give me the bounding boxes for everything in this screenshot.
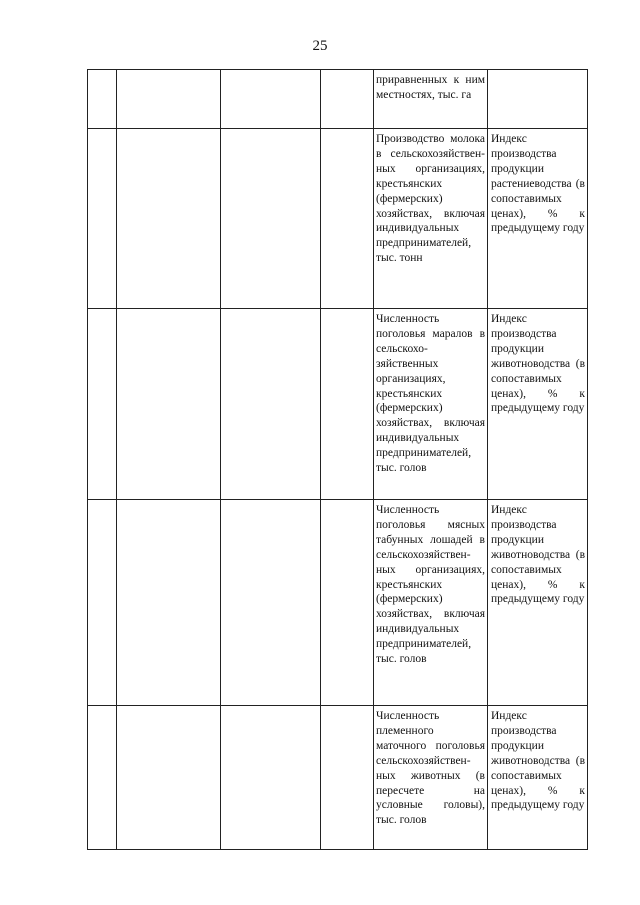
- table-row: [88, 500, 588, 706]
- empty-cell: [88, 70, 117, 129]
- indicator-cell: Численность поголовья мясных табунных лошадей в сельскохозяйствен-ных организациях, крестьянских (фермерских) хозяйствах, включая индивидуальных предпринимателей, тыс. голов: [374, 500, 488, 706]
- empty-cell: [321, 706, 374, 850]
- target-cell: [488, 70, 588, 129]
- table-row: [88, 129, 588, 309]
- indicator-cell: Численность племенного маточного поголовья сельскохозяйствен-ных животных (в пересчете на условные головы), тыс. голов: [374, 706, 488, 850]
- table-row: [88, 309, 588, 500]
- target-cell: Индекс производства продукции растениеводства (в сопоставимых ценах), % к предыдущему году: [488, 129, 588, 309]
- empty-cell: [321, 309, 374, 500]
- page-number: 25: [312, 38, 328, 54]
- table-row: [88, 706, 588, 850]
- empty-cell: [321, 129, 374, 309]
- empty-cell: [117, 500, 221, 706]
- empty-cell: [88, 500, 117, 706]
- empty-cell: [321, 70, 374, 129]
- target-cell: Индекс производства продукции животноводства (в сопоставимых ценах), % к предыдущему году: [488, 500, 588, 706]
- empty-cell: [221, 309, 321, 500]
- empty-cell: [117, 70, 221, 129]
- empty-cell: [117, 309, 221, 500]
- empty-cell: [88, 309, 117, 500]
- table-row: [88, 70, 588, 129]
- empty-cell: [88, 706, 117, 850]
- empty-cell: [221, 129, 321, 309]
- empty-cell: [88, 129, 117, 309]
- empty-cell: [117, 129, 221, 309]
- empty-cell: [221, 500, 321, 706]
- indicators-table: [87, 69, 588, 850]
- target-cell: Индекс производства продукции животноводства (в сопоставимых ценах), % к предыдущему году: [488, 706, 588, 850]
- empty-cell: [321, 500, 374, 706]
- target-cell: Индекс производства продукции животноводства (в сопоставимых ценах), % к предыдущему году: [488, 309, 588, 500]
- empty-cell: [221, 706, 321, 850]
- empty-cell: [117, 706, 221, 850]
- empty-cell: [221, 70, 321, 129]
- indicator-cell: Численность поголовья маралов в сельскохо-зяйственных организациях, крестьянских (фермерских) хозяйствах, включая индивидуальных предпринимателей, тыс. голов: [374, 309, 488, 500]
- indicator-cell: Производство молока в сельскохозяйствен-ных организациях, крестьянских (фермерских) хозяйствах, включая индивидуальных предпринимателей, тыс. тонн: [374, 129, 488, 309]
- indicator-cell: приравненных к ним местностях, тыс. га: [374, 70, 488, 129]
